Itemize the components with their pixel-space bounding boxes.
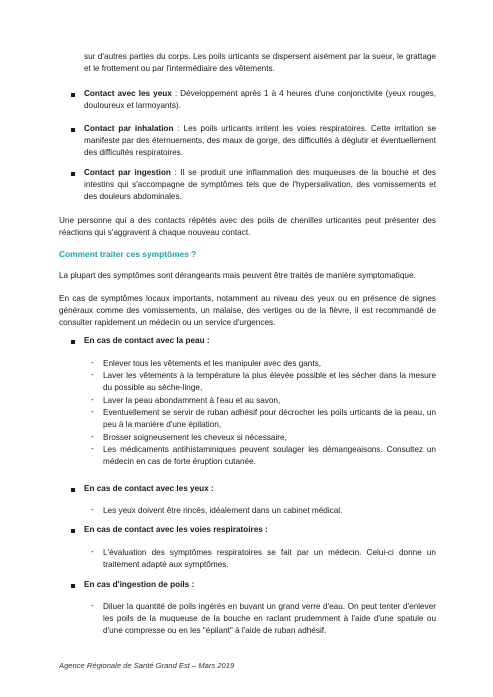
bullet-square-icon xyxy=(71,128,75,132)
bullet-square-icon xyxy=(71,93,75,97)
section-title: Comment traiter ces symptômes ? xyxy=(59,249,197,259)
case-title-eyes: En cas de contact avec les yeux : xyxy=(84,484,214,493)
bullet-square-icon xyxy=(71,529,75,533)
list-item: Brosser soigneusement les cheveux si nécessaire, xyxy=(103,433,287,442)
list-item: L'évaluation des symptômes respiratoires se fait par un médecin. Celui-ci donne un traitement adapté aux symptômes. xyxy=(103,548,436,570)
dash-icon: - xyxy=(91,395,94,404)
case-title-skin: En cas de contact avec la peau : xyxy=(84,336,210,345)
contact-text: : Il se produit une inflammation des muqueuses de la bouche et des intestins qui s'accompagne de symptômes tels que de l'hypersalivation, des vomissements et des douleurs abdominales. xyxy=(84,168,436,202)
list-item: Les yeux doivent être rincés, idéalement dans un cabinet médical. xyxy=(103,506,343,515)
bullet-square-icon xyxy=(71,584,75,588)
list-item: Enlever tous les vêtements et les manipuler avec des gants, xyxy=(103,359,321,368)
dash-icon: - xyxy=(91,407,94,416)
repeated-contact-paragraph: Une personne qui a des contacts répétés avec des poils de chenilles urticantes peut présenter des réactions qui s'aggravent à chaque nouveau contact. xyxy=(59,216,436,238)
case-title-respiratory: En cas de contact avec les voies respiratoires : xyxy=(84,525,268,534)
bullet-square-icon xyxy=(71,488,75,492)
paragraph-urgent: En cas de symptômes locaux importants, notamment au niveau des yeux ou en présence de signes généraux comme des vomissements, un malaise, des vertiges ou de la fièvre, il est recommandé de consulter rapidement un médecin ou un service d'urgences. xyxy=(59,294,436,328)
list-item: Diluer la quantité de poils ingérés en buvant un grand verre d'eau. On peut tenter d'enlever les poils de la muqueuse de la bouche en raclant prudemment à l'aide d'une spatule ou d'une compresse ou en les "épilant" à l'aide de ruban adhésif. xyxy=(103,602,436,636)
paragraph-symptomatic: La plupart des symptômes sont dérangeants mais peuvent être traités de manière symptomatique. xyxy=(59,271,416,280)
case-title-ingestion: En cas d'ingestion de poils : xyxy=(84,580,195,589)
list-item: Les médicaments antihistaminiques peuvent soulager les démangeaisons. Consultez un médecin en cas de forte éruption cutanée. xyxy=(103,445,436,467)
contact-inhalation-item xyxy=(84,123,436,160)
dash-icon: - xyxy=(91,370,94,379)
dash-icon: - xyxy=(91,444,94,453)
list-item: Laver la peau abondamment à l'eau et au savon, xyxy=(103,396,281,405)
contact-text: : Développement après 1 à 4 heures d'une conjonctivite (yeux rouges, douloureux et larmoyants). xyxy=(84,89,437,111)
contact-label: Contact par ingestion xyxy=(84,168,171,177)
contact-label: Contact par inhalation xyxy=(84,124,174,133)
intro-continuation: sur d'autres parties du corps. Les poils urticants se dispersent aisément par la sueur, le grattage et le frottement ou par l'intermédiaire des vêtements. xyxy=(84,52,436,74)
dash-icon: - xyxy=(91,601,94,610)
list-item: Eventuellement se servir de ruban adhésif pour décrocher les poils urticants de la peau, un peu à la manière d'une épilation, xyxy=(103,408,436,430)
contact-eyes-item xyxy=(84,88,436,112)
dash-icon: - xyxy=(91,358,94,367)
list-item: Laver les vêtements à la température la plus élevée possible et les sécher dans la mesure du possible au sèche-linge, xyxy=(103,371,436,393)
dash-icon: - xyxy=(91,547,94,556)
bullet-square-icon xyxy=(71,172,75,176)
footer: Agence Régionale de Santé Grand Est – Mars 2019 xyxy=(59,661,235,670)
contact-ingestion-item xyxy=(84,167,436,204)
dash-icon: - xyxy=(91,432,94,441)
dash-icon: - xyxy=(91,505,94,514)
bullet-square-icon xyxy=(71,340,75,344)
contact-text: : Les poils urticants irritent les voies respiratoires. Cette irritation se manifeste par des éternuements, des maux de gorge, des difficultés à déglutir et éventuellement des difficultés respiratoires. xyxy=(84,124,437,158)
contact-label: Contact avec les yeux xyxy=(84,89,172,98)
